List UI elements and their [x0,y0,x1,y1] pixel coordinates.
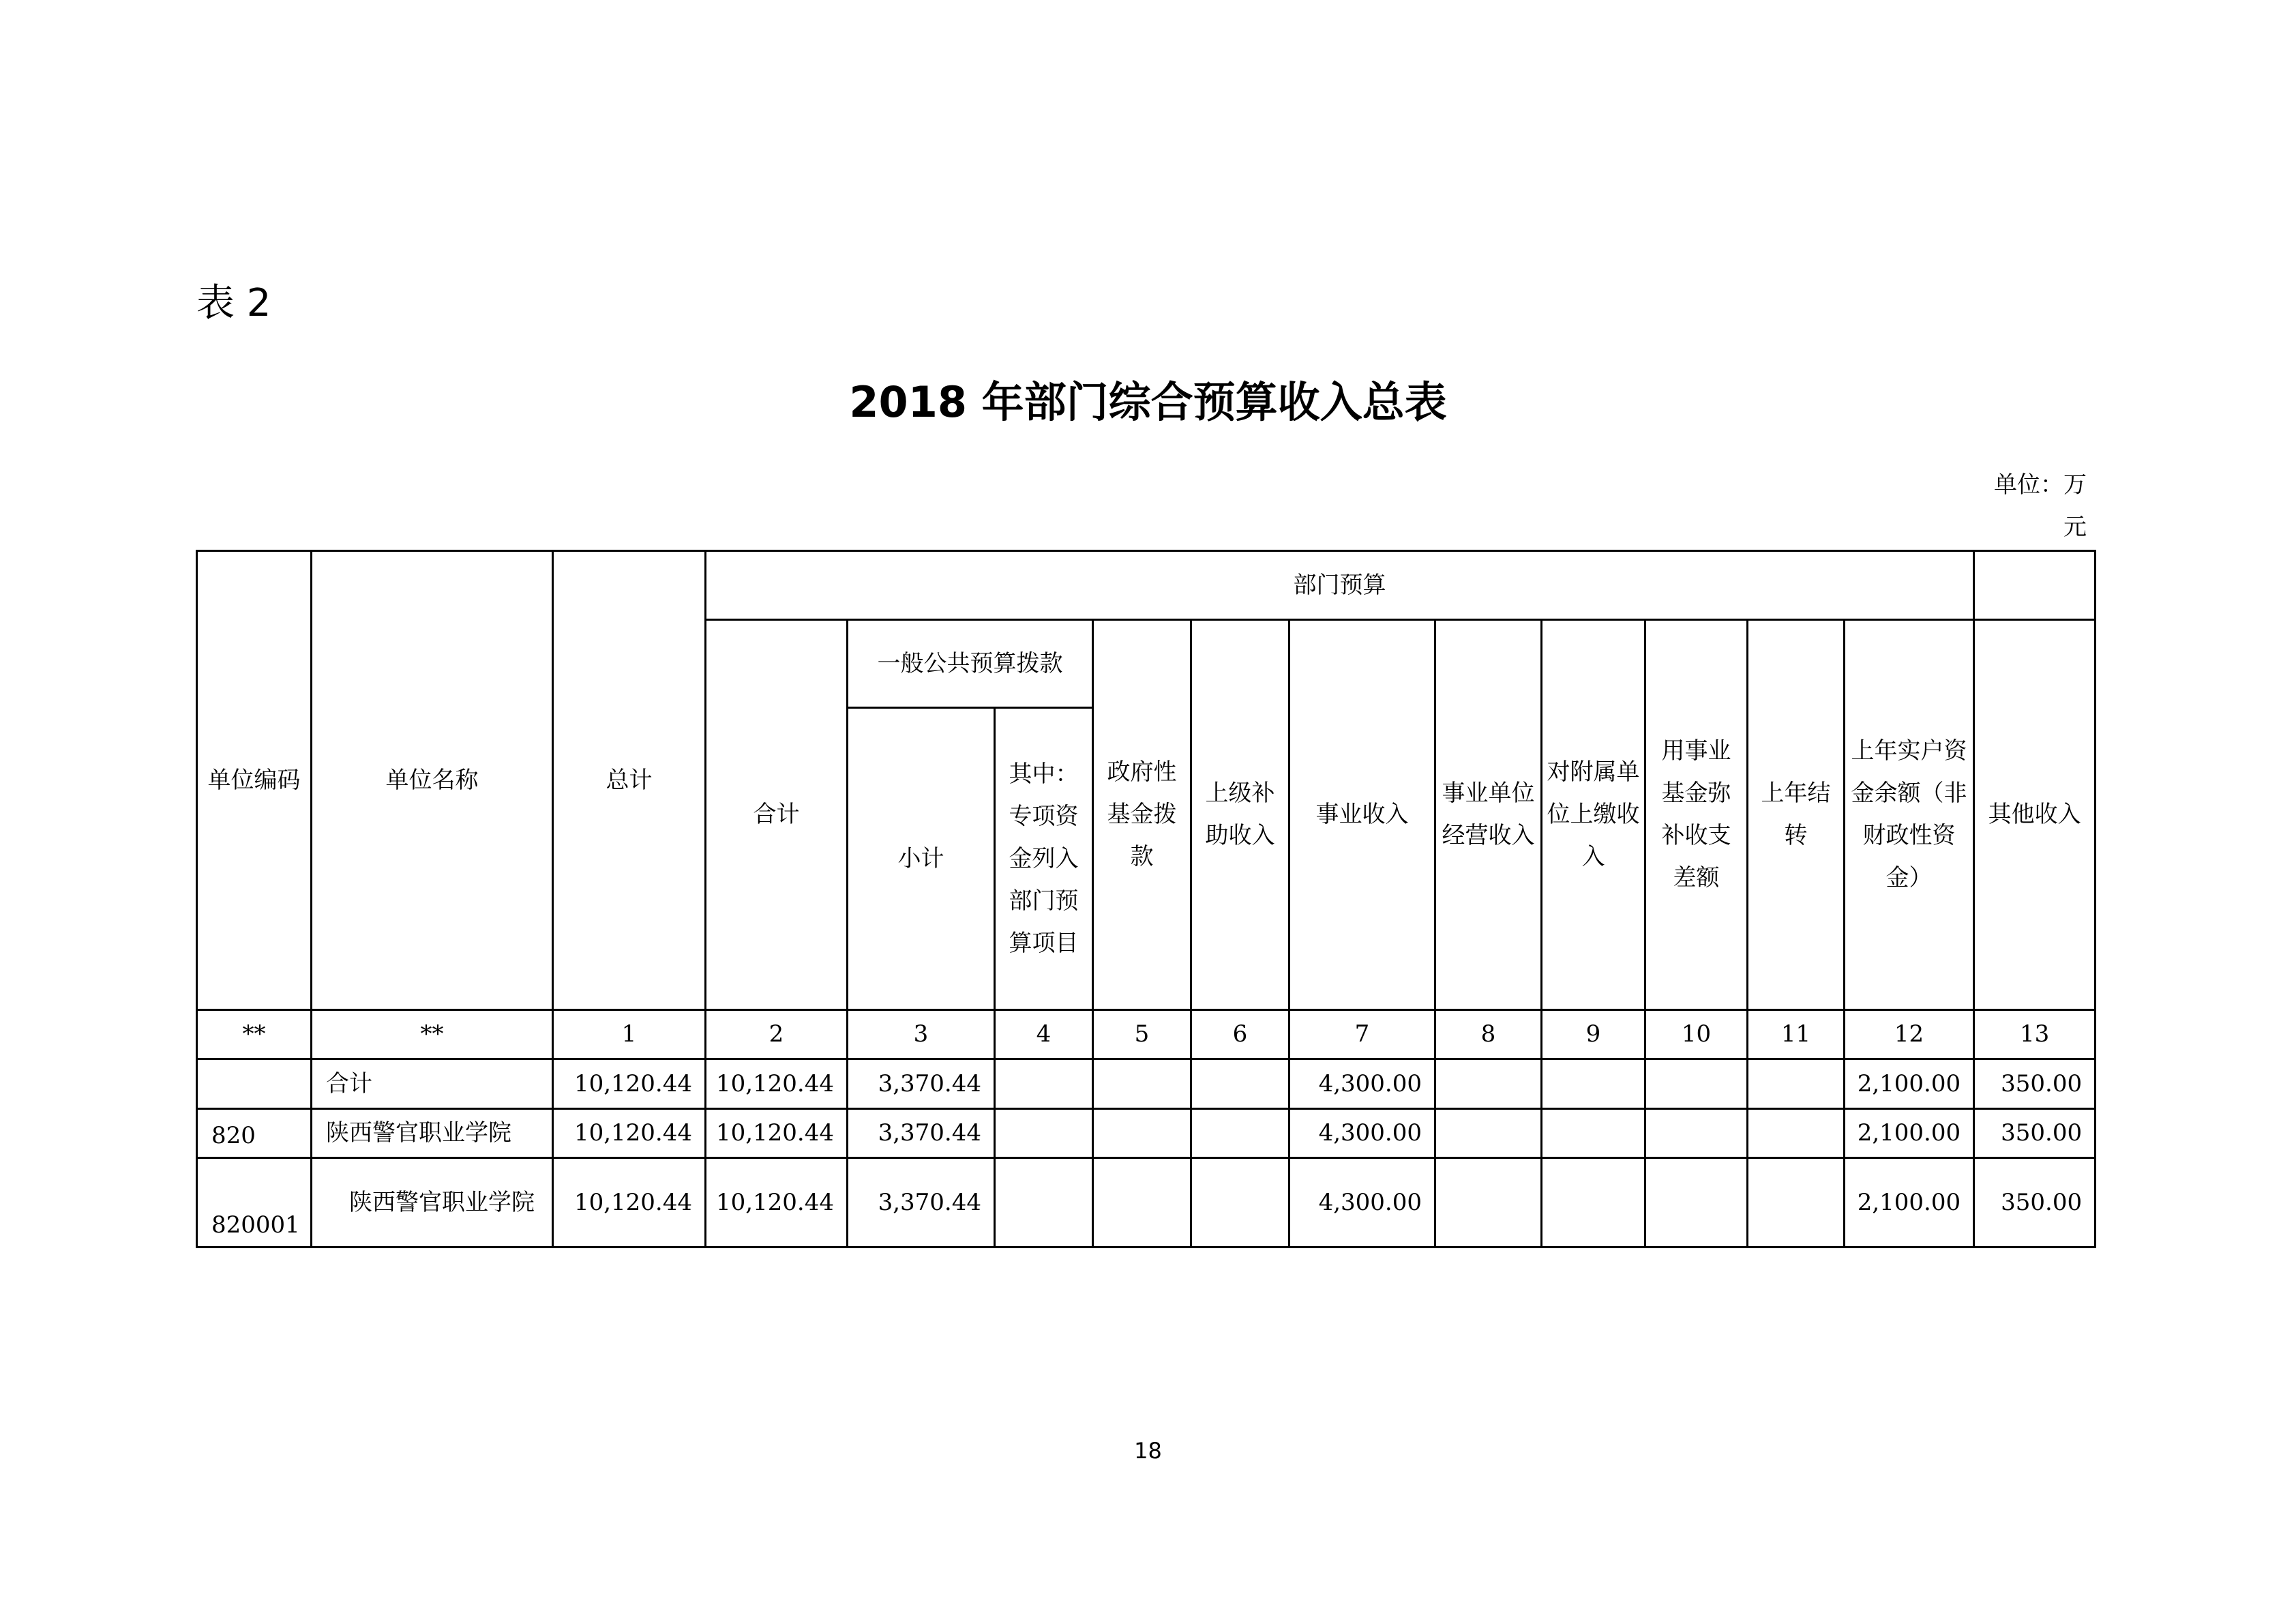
header-general-public: 一般公共预算拨款 [848,619,1093,707]
index-cell: ** [197,1009,312,1059]
row-value: 350.00 [1974,1108,2096,1157]
header-superior-subsidy: 上级补助收入 [1191,619,1289,1009]
index-cell: ** [312,1009,553,1059]
budget-income-table [196,550,2096,1248]
row-value: 4,300.00 [1289,1108,1435,1157]
index-cell: 3 [848,1009,995,1059]
row-value [1191,1059,1289,1108]
table-row-total [197,1059,2096,1108]
index-cell: 7 [1289,1009,1435,1059]
header-grand-total: 总计 [553,551,706,1010]
row-value [1542,1108,1645,1157]
index-cell: 13 [1974,1009,2096,1059]
row-value: 10,120.44 [706,1059,848,1108]
row-value: 10,120.44 [553,1059,706,1108]
header-last-year-carryover: 上年结转 [1748,619,1845,1009]
row-value: 2,100.00 [1845,1108,1974,1157]
header-dept-budget: 部门预算 [706,551,1974,620]
row-value: 2,100.00 [1845,1059,1974,1108]
index-cell: 11 [1748,1009,1845,1059]
row-value [995,1158,1093,1247]
index-cell: 2 [706,1009,848,1059]
row-value [1191,1108,1289,1157]
unit-label: 单位：万元 [1994,471,2087,541]
row-value [1191,1158,1289,1247]
page-title: 2018 年部门综合预算收入总表 [849,377,1447,427]
index-cell: 8 [1435,1009,1542,1059]
table-label: 表 2 [196,281,271,325]
index-cell: 10 [1645,1009,1748,1059]
header-business-operation: 事业单位经营收入 [1435,619,1542,1009]
row-value [1748,1158,1845,1247]
row-value: 10,120.44 [706,1158,848,1247]
row-value [1645,1108,1748,1157]
table-row [197,1158,2096,1247]
header-empty-cell [1974,551,2096,620]
row-unit-name: 合计 [312,1059,553,1108]
row-value: 4,300.00 [1289,1059,1435,1108]
row-value [1542,1158,1645,1247]
row-value [1093,1108,1191,1157]
row-value: 4,300.00 [1289,1158,1435,1247]
row-value: 3,370.44 [848,1108,995,1157]
index-cell: 4 [995,1009,1093,1059]
header-other-income: 其他收入 [1974,619,2096,1009]
index-cell: 1 [553,1009,706,1059]
header-business-income: 事业收入 [1289,619,1435,1009]
row-value [995,1108,1093,1157]
row-value [1645,1059,1748,1108]
header-unit-code: 单位编码 [197,551,312,1010]
index-cell: 12 [1845,1009,1974,1059]
index-cell: 9 [1542,1009,1645,1059]
row-unit-code [197,1059,312,1108]
row-value [1435,1108,1542,1157]
row-value: 3,370.44 [848,1158,995,1247]
header-unit-name: 单位名称 [312,551,553,1010]
row-value: 10,120.44 [553,1108,706,1157]
row-value [1542,1059,1645,1108]
row-unit-name: 陕西警官职业学院 [312,1158,553,1247]
header-gov-fund: 政府性基金拨款 [1093,619,1191,1009]
index-cell: 5 [1093,1009,1191,1059]
row-value [1748,1059,1845,1108]
page-number: 18 [1134,1438,1162,1464]
row-unit-code: 820 [197,1108,312,1157]
row-unit-name: 陕西警官职业学院 [312,1108,553,1157]
index-cell: 6 [1191,1009,1289,1059]
header-affiliated-payment: 对附属单位上缴收入 [1542,619,1645,1009]
header-fund-offset: 用事业基金弥补收支差额 [1645,619,1748,1009]
row-value [1748,1108,1845,1157]
row-value: 2,100.00 [1845,1158,1974,1247]
row-value [995,1059,1093,1108]
row-value: 10,120.44 [706,1108,848,1157]
row-value: 350.00 [1974,1059,2096,1108]
index-row [197,1009,2096,1059]
table-row [197,1108,2096,1157]
header-last-year-balance: 上年实户资金余额（非财政性资金） [1845,619,1974,1009]
row-value: 350.00 [1974,1158,2096,1247]
row-unit-code: 820001 [197,1158,312,1247]
header-small-total: 小计 [848,707,995,1009]
row-value [1093,1158,1191,1247]
row-value: 3,370.44 [848,1059,995,1108]
row-value [1093,1059,1191,1108]
header-special-funds: 其中：专项资金列入部门预算项目 [995,707,1093,1009]
row-value [1435,1059,1542,1108]
row-value [1435,1158,1542,1247]
row-value [1645,1158,1748,1247]
row-value: 10,120.44 [553,1158,706,1247]
header-subtotal: 合计 [706,619,848,1009]
